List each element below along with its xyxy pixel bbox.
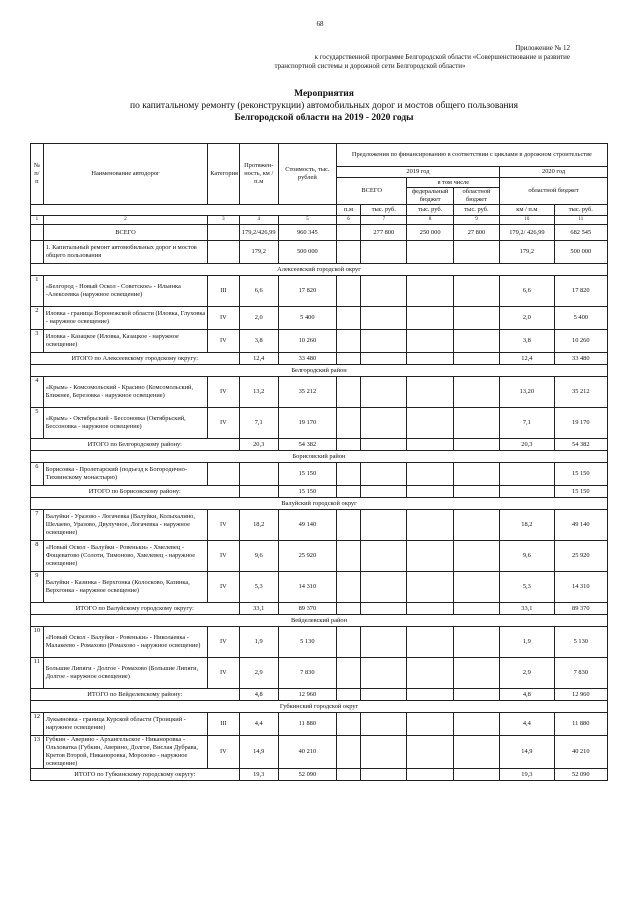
header-incl: в том числе [407,178,500,188]
road-row [31,307,608,330]
title-line1: Мероприятия [294,89,354,99]
appendix-line3: транспортной системы и дорожной сети Белгородской области» [274,62,466,70]
road-length [239,463,278,486]
road-cost: 19 170 [278,408,336,439]
road-km-2020 [500,463,554,486]
col-number: 2 [43,216,208,225]
district-total-label: ИТОГО по Борисовскому району: [31,486,240,498]
row-number: 2 [31,307,44,330]
header-total-2019: ВСЕГО [336,178,407,205]
road-rub-2020: 5 400 [554,307,607,330]
district-total-label: ИТОГО по Белгородскому району: [31,439,240,451]
grand-total-federal: 250 000 [407,225,453,241]
header-regional: областной бюджет [453,188,499,205]
row-number: 8 [31,541,44,572]
table-body [31,225,608,781]
road-row [31,510,608,541]
road-length: 3,8 [239,330,278,353]
header-2020: 2020 год [500,167,608,178]
district-header-row [31,615,608,627]
district-total-label: ИТОГО по Алексеевскому городскому округу: [31,353,240,365]
road-cost: 14 310 [278,572,336,603]
road-length: 13,2 [239,377,278,408]
measures-table [30,143,608,781]
grand-total-label: ВСЕГО [43,225,208,241]
district-total-rub-2020: 12 960 [554,689,607,701]
road-cost: 11 880 [278,713,336,736]
road-row [31,541,608,572]
section1-km-2020: 179,2 [500,241,554,264]
road-km-2020: 4,4 [500,713,554,736]
road-km-2020: 9,6 [500,541,554,572]
road-name: Иловка - Казацкое (Иловка, Казацкое - наружное освещение) [43,330,208,353]
district-total-rub-2020: 15 150 [554,486,607,498]
district-total-cost: 12 960 [278,689,336,701]
district-total-length: 19,3 [239,769,278,781]
district-total-km-2020: 19,3 [500,769,554,781]
unit-rub-regional: тыс. руб. [453,205,499,216]
row-number: 4 [31,377,44,408]
grand-total-cost: 960 345 [278,225,336,241]
road-km-2020: 2,0 [500,307,554,330]
district-title: Валуйский городской округ [31,498,608,510]
road-cost: 5 130 [278,627,336,658]
road-km-2020: 18,2 [500,510,554,541]
road-name: Лукьяновка - граница Курской области (Троицкий - наружное освещение) [43,713,208,736]
header-no: № п/п [31,144,44,205]
header-proposals: Предложения по финансированию в соответствии с циклами в дорожном строительстве [336,144,607,167]
road-km-2020: 5,3 [500,572,554,603]
road-row [31,377,608,408]
col-number: 11 [554,216,607,225]
appendix-line2: к государственной программе Белгородской области «Совершенствование и развитие [314,53,570,61]
district-total-length: 33,1 [239,603,278,615]
row-number: 12 [31,713,44,736]
road-name: Борисовка - Пролетарский (подъезд к Богородично-Тихвинскому монастырю) [43,463,208,486]
road-cost: 17 820 [278,276,336,307]
road-row [31,572,608,603]
district-total-rub-2020: 54 382 [554,439,607,451]
road-rub-2020: 15 150 [554,463,607,486]
road-category: IV [208,658,239,689]
road-name: Иловка - граница Воронежской области (Иловка, Глуховка - наружное освещение) [43,307,208,330]
col-number: 7 [361,216,407,225]
header-federal: федеральный бюджет [407,188,453,205]
road-length: 2,9 [239,658,278,689]
road-cost: 10 260 [278,330,336,353]
road-cost: 49 140 [278,510,336,541]
table-header [31,144,608,225]
road-row [31,658,608,689]
road-km-2020: 6,6 [500,276,554,307]
road-cost: 5 400 [278,307,336,330]
unit-rub-federal: тыс. руб. [407,205,453,216]
district-total-cost: 54 382 [278,439,336,451]
col-number: 1 [31,216,44,225]
road-length: 6,6 [239,276,278,307]
district-total-km-2020: 4,8 [500,689,554,701]
road-category: IV [208,572,239,603]
road-row [31,408,608,439]
road-cost: 15 150 [278,463,336,486]
road-category: IV [208,307,239,330]
row-number: 1 [31,276,44,307]
road-row [31,276,608,307]
row-number: 11 [31,658,44,689]
district-title: Борисовский район [31,451,608,463]
row-number: 10 [31,627,44,658]
district-header-row [31,264,608,276]
district-total-length: 4,8 [239,689,278,701]
district-total-length: 20,3 [239,439,278,451]
road-rub-2020: 11 880 [554,713,607,736]
section1-row [31,241,608,264]
road-row [31,330,608,353]
row-number: 6 [31,463,44,486]
section1-cost: 500 000 [278,241,336,264]
road-rub-2020: 5 130 [554,627,607,658]
district-header-row [31,498,608,510]
road-cost: 25 920 [278,541,336,572]
district-total-cost: 89 370 [278,603,336,615]
col-number: 6 [336,216,360,225]
district-total-km-2020: 12,4 [500,353,554,365]
section1-length: 179,2 [239,241,278,264]
district-total-rub-2020: 33 480 [554,353,607,365]
road-rub-2020: 19 170 [554,408,607,439]
road-length: 1,9 [239,627,278,658]
district-total-km-2020 [500,486,554,498]
district-header-row [31,365,608,377]
title-line3: Белгородской области на 2019 - 2020 годы [234,113,414,123]
road-category: III [208,276,239,307]
road-name: «Крым» - Комсомольский - Красино (Комсомольский, Ближнее, Березовка - наружное освещение) [43,377,208,408]
road-km-2020: 2,9 [500,658,554,689]
road-km-2020: 1,9 [500,627,554,658]
district-header-row [31,701,608,713]
district-total-row [31,353,608,365]
road-category: IV [208,736,239,769]
grand-total-row [31,225,608,241]
district-title: Вейделевский район [31,615,608,627]
road-name: Губкин - Аверино - Архангельское - Никаноровка - Ольховатка (Губкин, Аверино, Долгое, Вислая Дубрава, Кретов Второй, Никаноровка, Морозово - наружное освещение) [43,736,208,769]
row-number: 13 [31,736,44,769]
district-total-rub-2020: 52 090 [554,769,607,781]
header-category: Категория [208,144,239,205]
district-total-cost: 33 480 [278,353,336,365]
road-name: «Крым» - Октябрьский - Бессоновка (Октябрьский, Бессоновка - наружное освещение) [43,408,208,439]
road-category: IV [208,541,239,572]
appendix-line1: Приложение № 12 [515,44,570,52]
col-number: 8 [407,216,453,225]
road-length: 4,4 [239,713,278,736]
road-rub-2020: 40 210 [554,736,607,769]
row-number: 5 [31,408,44,439]
road-rub-2020: 17 820 [554,276,607,307]
district-total-row [31,486,608,498]
road-category: IV [208,510,239,541]
grand-total-length: 179,2/426,99 [239,225,278,241]
road-name: Валуйки - Казинка - Верхгонка (Колосково, Казинка, Верхгонка - наружное освещение) [43,572,208,603]
road-category: IV [208,627,239,658]
col-number: 9 [453,216,499,225]
grand-total-2019: 277 800 [361,225,407,241]
road-km-2020: 3,8 [500,330,554,353]
page-number: 68 [316,20,324,28]
unit-rub-2020: тыс. руб. [554,205,607,216]
road-length: 2,0 [239,307,278,330]
road-rub-2020: 35 212 [554,377,607,408]
road-category: IV [208,377,239,408]
unit-rub: тыс. руб. [361,205,407,216]
road-cost: 7 830 [278,658,336,689]
col-number: 3 [208,216,239,225]
road-name: Валуйки - Уразово - Логачевка (Валуйки, Колыхалино, Шелаево, Уразово, Двулучное, Логачевка - наружное освещение) [43,510,208,541]
road-rub-2020: 49 140 [554,510,607,541]
road-row [31,463,608,486]
district-title: Белгородский район [31,365,608,377]
grand-total-regional: 27 800 [453,225,499,241]
road-length: 9,6 [239,541,278,572]
header-cost: Стоимость, тыс. рублей [278,144,336,205]
district-total-km-2020: 33,1 [500,603,554,615]
road-rub-2020: 14 310 [554,572,607,603]
road-name: Большие Липяги - Долгое - Ромахово (Большие Липяги, Долгое - наружное освещение) [43,658,208,689]
district-total-label: ИТОГО по Валуйскому городскому округу: [31,603,240,615]
district-total-row [31,439,608,451]
section1-rub-2020: 500 000 [554,241,607,264]
district-total-row [31,603,608,615]
road-rub-2020: 25 920 [554,541,607,572]
title-line2: по капитальному ремонту (реконструкции) автомобильных дорог и мостов общего пользования [129,101,518,111]
col-number: 10 [500,216,554,225]
district-total-length [239,486,278,498]
road-rub-2020: 10 260 [554,330,607,353]
road-rub-2020: 7 830 [554,658,607,689]
district-total-label: ИТОГО по Вейделевскому району: [31,689,240,701]
appendix-header [170,44,570,71]
unit-pm: п.м [336,205,360,216]
district-total-cost: 52 090 [278,769,336,781]
road-length: 14,9 [239,736,278,769]
road-category: IV [208,408,239,439]
road-km-2020: 14,9 [500,736,554,769]
road-row [31,627,608,658]
road-km-2020: 7,1 [500,408,554,439]
road-length: 5,3 [239,572,278,603]
road-name: «Белгород - Новый Оскол - Советское» - Ильинка -Алексеевка (наружное освещение) [43,276,208,307]
row-number: 3 [31,330,44,353]
district-total-label: ИТОГО по Губкинскому городскому округу: [31,769,240,781]
grand-total-km-2020: 179,2/ 426,99 [500,225,554,241]
grand-total-rub-2020: 682 545 [554,225,607,241]
col-number: 5 [278,216,336,225]
road-category: IV [208,330,239,353]
road-name: «Новый Оскол - Валуйки - Ровеньки» - Хмелевец - Фощеватово (Солоти, Тимоново, Хмелевец - наружное освещение) [43,541,208,572]
district-total-cost: 15 150 [278,486,336,498]
road-category: III [208,713,239,736]
row-number: 9 [31,572,44,603]
unit-km: км / п.м [500,205,554,216]
district-total-km-2020: 20,3 [500,439,554,451]
road-cost: 35 212 [278,377,336,408]
district-title: Алексеевский городской округ [31,264,608,276]
header-2019: 2019 год [336,167,499,178]
district-total-rub-2020: 89 370 [554,603,607,615]
district-total-row [31,769,608,781]
road-row [31,713,608,736]
district-total-row [31,689,608,701]
road-row [31,736,608,769]
row-number: 7 [31,510,44,541]
road-km-2020: 13,20 [500,377,554,408]
document-title [40,88,608,124]
district-total-length: 12,4 [239,353,278,365]
district-header-row [31,451,608,463]
road-length: 7,1 [239,408,278,439]
road-category [208,463,239,486]
road-length: 18,2 [239,510,278,541]
header-length: Протяжен-ность, км / п.м [239,144,278,205]
district-title: Губкинский городской округ [31,701,608,713]
header-name: Наименование автодорог [43,144,208,205]
col-number: 4 [239,216,278,225]
road-cost: 40 210 [278,736,336,769]
road-name: «Новый Оскол - Валуйки - Ровеньки» - Николаевка - Малакеево - Ромахово (Ромахово - наружное освещение) [43,627,208,658]
header-regional-2020: областной бюджет [500,178,608,205]
section1-label: 1. Капитальный ремонт автомобильных дорог и мостов общего пользования [43,241,208,264]
